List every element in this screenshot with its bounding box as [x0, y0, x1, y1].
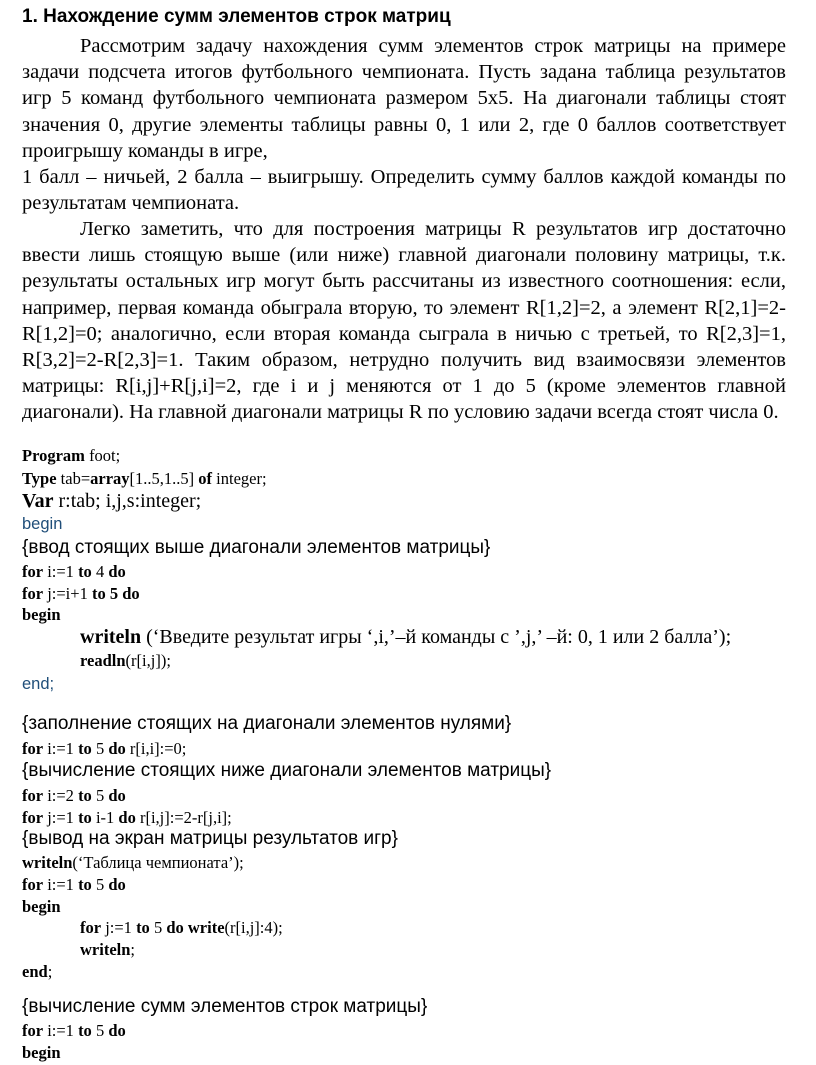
code-comment-input: {ввод стоящих выше диагонали элементов матрицы}: [22, 537, 491, 558]
code-line-begin-1: begin: [22, 515, 63, 533]
section-heading: 1. Нахождение сумм элементов строк матриц: [22, 6, 451, 27]
code-comment-diagonal: {заполнение стоящих на диагонали элементов нулями}: [22, 713, 512, 734]
code-line-program: Program foot;: [22, 446, 121, 465]
code-line-for-j3: for j:=1 to 5 do write(r[i,j]:4);: [80, 918, 283, 937]
code-line-begin-4: begin: [22, 1043, 61, 1062]
paragraph-explanation: [22, 216, 786, 426]
code-line-readln: readln(r[i,j]);: [80, 651, 171, 670]
code-line-for-diag: for i:=1 to 5 do r[i,i]:=0;: [22, 739, 187, 758]
paragraph-task-line-a: Рассмотрим задачу нахождения сумм элементов строк матрицы на примере задачи подсчета итогов футбольного чемпионата. Пусть задана таблица результатов игр 5 команд футбольного чемпионата размером 5х5. На диагонали таблицы стоят значения 0, другие элементы таблицы равны 0, 1 или 2, где 0 баллов соответствует проигрышу команды в игре,: [22, 35, 786, 162]
code-line-for-j: for j:=i+1 to 5 do: [22, 584, 140, 603]
code-line-for-i2: for i:=2 to 5 do: [22, 786, 126, 805]
code-line-for-i4: for i:=1 to 5 do: [22, 1021, 126, 1040]
code-line-type: Type tab=array[1..5,1..5] of integer;: [22, 469, 267, 488]
code-line-for-j2: for j:=1 to i-1 do r[i,j]:=2-r[j,i];: [22, 808, 232, 827]
code-line-writeln-title: writeln(‘Таблица чемпионата’);: [22, 853, 244, 872]
code-line-writeln-row: writeln;: [80, 940, 135, 959]
code-line-for-i3: for i:=1 to 5 do: [22, 875, 126, 894]
code-line-end-1: end;: [22, 675, 55, 693]
code-comment-sums: {вычисление сумм элементов строк матрицы}: [22, 996, 428, 1017]
paragraph-explanation-text: Легко заметить, что для построения матрицы R результатов игр достаточно ввести лишь стоящую выше (или ниже) главной диагонали половину матрицы, т.к. результаты остальных игр могут быть рассчитаны из известного соотношения: если, например, первая команда обыграла вторую, то элемент R[1,2]=2, а элемент R[2,1]=2-R[1,2]=0; аналогично, если вторая команда сыграла в ничью с третьей, то R[2,3]=1, R[3,2]=2-R[2,3]=1. Таким образом, нетрудно получить вид взаимосвязи элементов матрицы: R[i,j]+R[j,i]=2, где i и j меняются от 1 до 5 (кроме элементов главной диагонали). На главной диагонали матрицы R по условию задачи всегда стоят числа 0.: [22, 218, 786, 424]
paragraph-task: [22, 33, 786, 216]
code-line-begin-2: begin: [22, 605, 61, 624]
code-line-for-i: for i:=1 to 4 do: [22, 562, 126, 581]
code-comment-lower: {вычисление стоящих ниже диагонали элементов матрицы}: [22, 760, 552, 781]
code-line-begin-3: begin: [22, 897, 61, 916]
code-line-writeln: writeln (‘Введите результат игры ‘,i,’–й команды с ’,j,’ –й: 0, 1 или 2 балла’);: [80, 626, 732, 648]
code-comment-output: {вывод на экран матрицы результатов игр}: [22, 828, 398, 849]
code-line-end-2: end;: [22, 962, 53, 981]
paragraph-task-line-b: 1 балл – ничьей, 2 балла – выигрышу. Определить сумму баллов каждой команды по результатам чемпионата.: [22, 166, 786, 215]
code-line-var: Var r:tab; i,j,s:integer;: [22, 490, 202, 512]
